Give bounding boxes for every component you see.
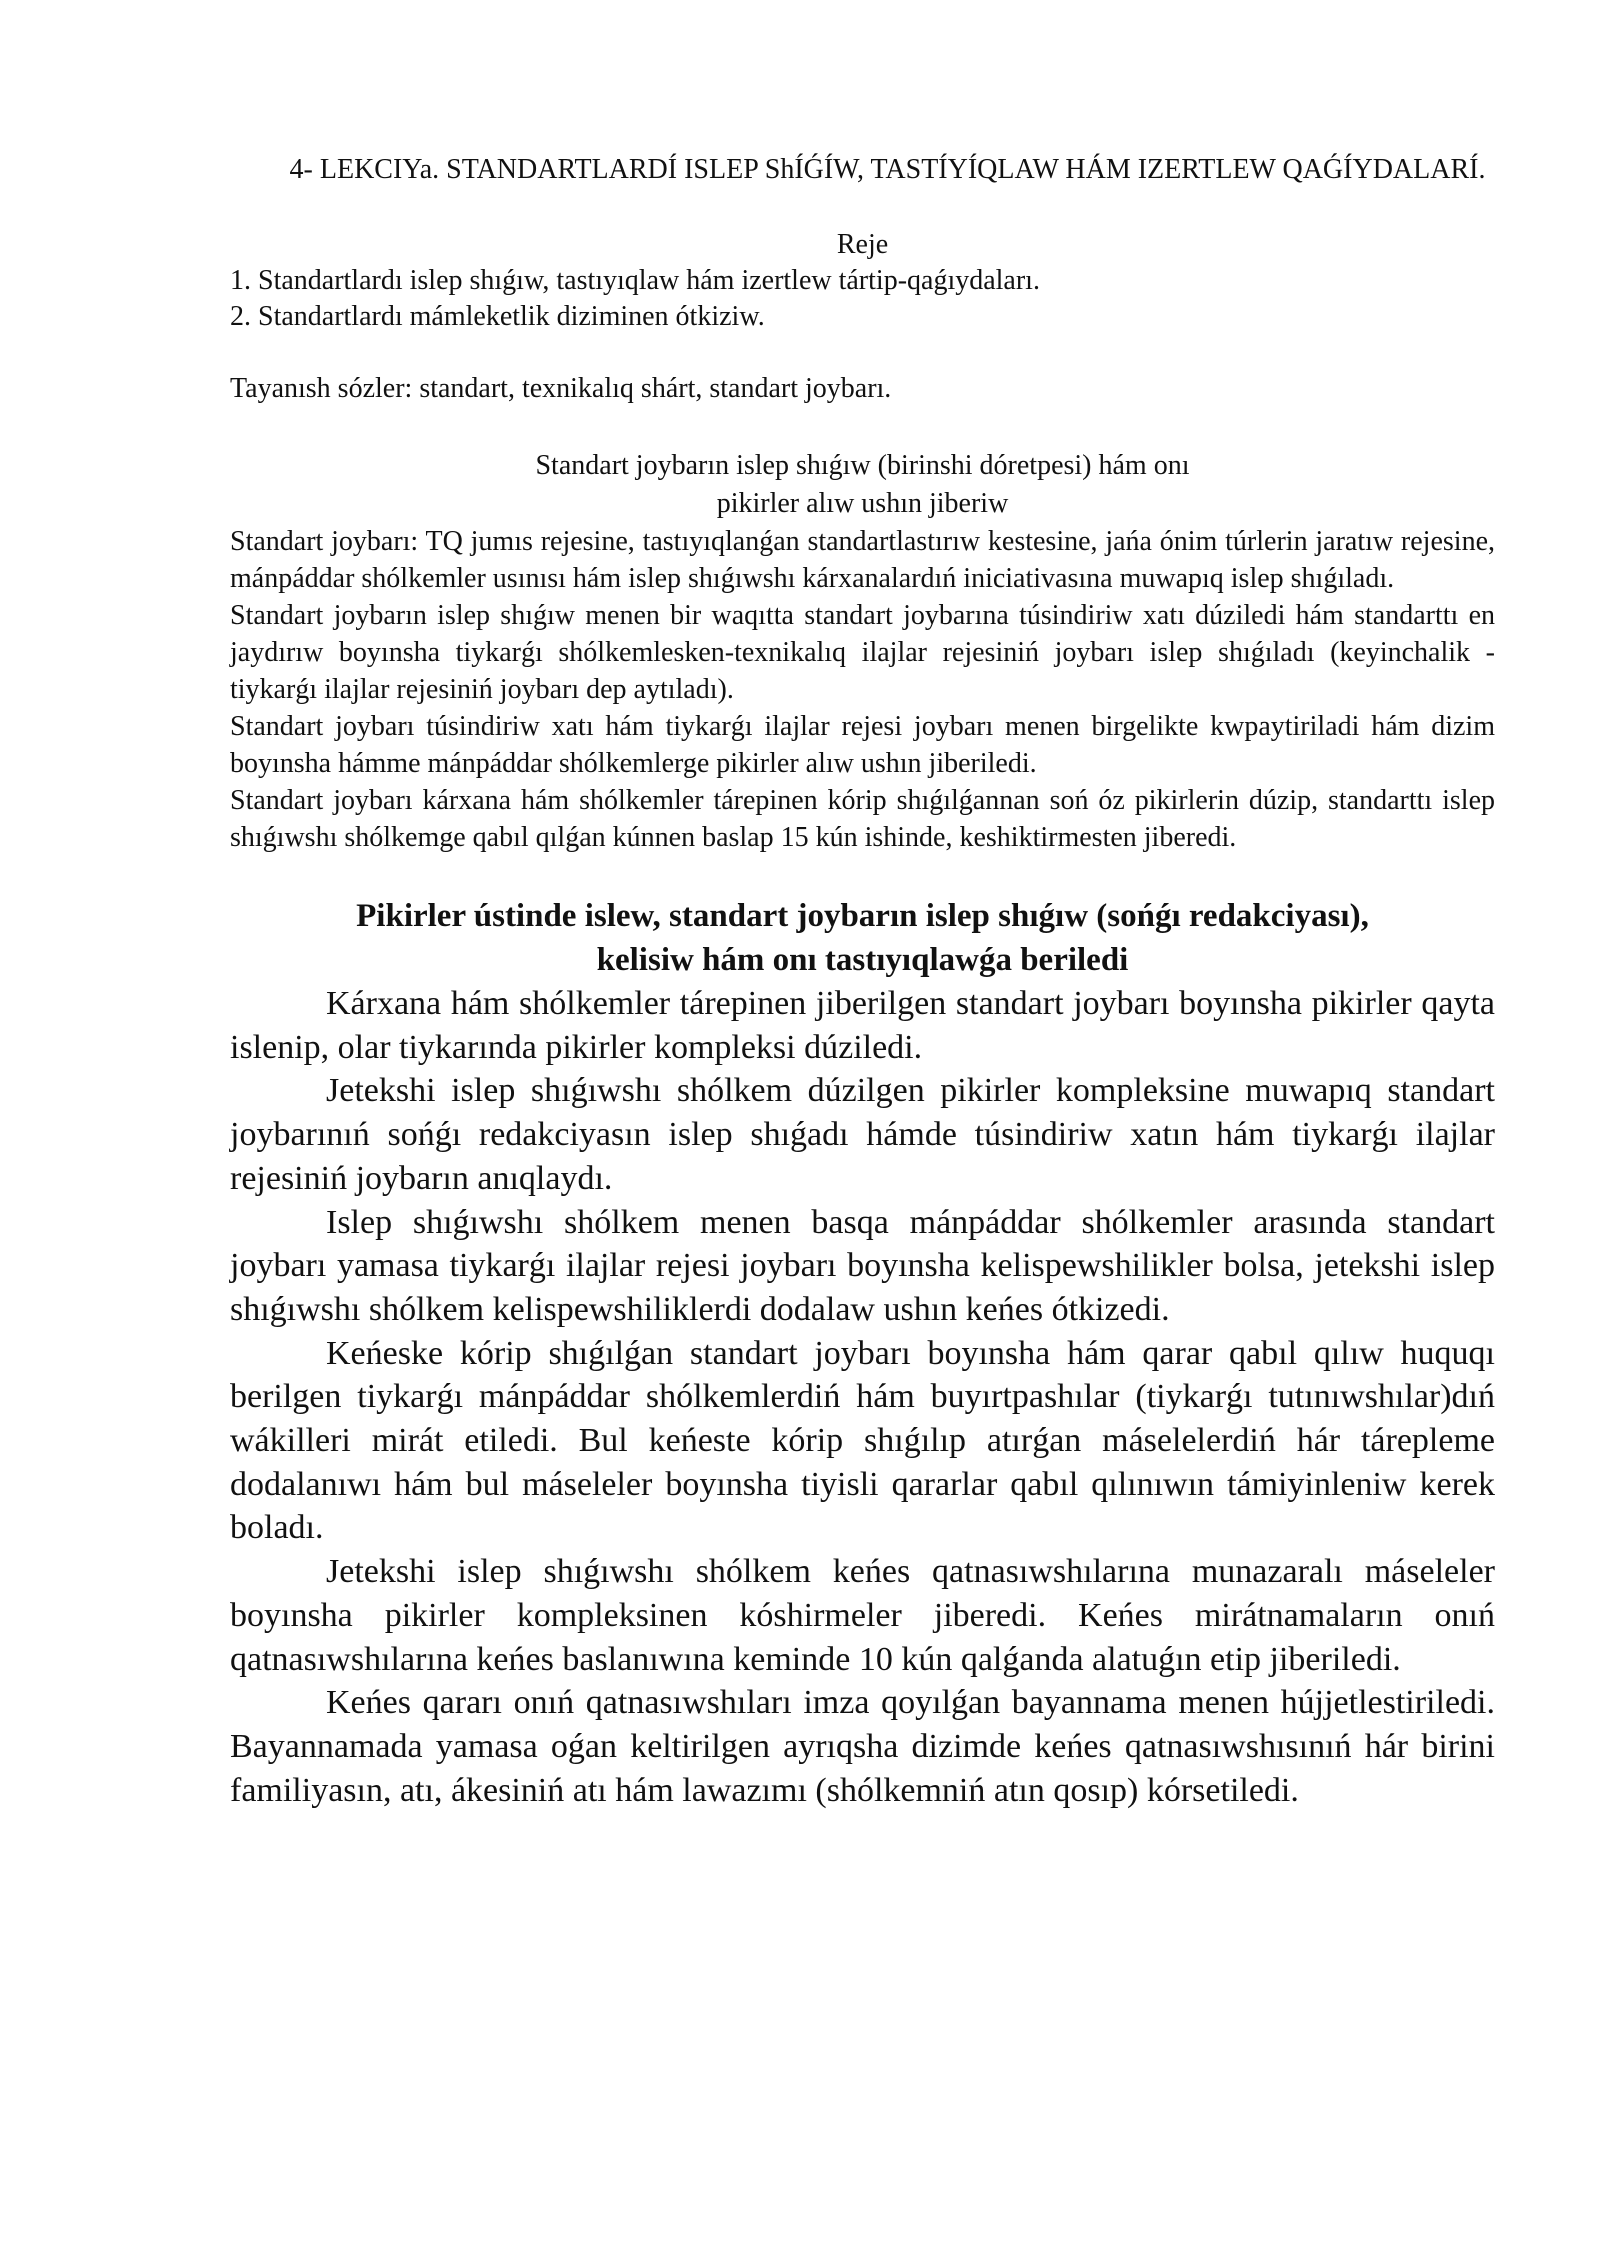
section2-title-line1: Pikirler ústinde islew, standart joybarın islep shıǵıw (sońǵı redakciyası), (356, 898, 1369, 934)
section2-title (230, 894, 1495, 982)
section1-title (230, 447, 1495, 523)
paragraph: Keńeske kórip shıǵılǵan standart joybarı boyınsha hám qarar qabıl qılıw huquqı berilgen tiykarǵı mánpáddar shólkemlerdiń hám buyırtpashılar (tiykarǵı tutınıwshılar)dıń wákilleri mirát etiledi. Bul keńeste kórip shıǵılıp atırǵan máselelerdiń hár tárepleme dodalanıwı hám bul máseleler boyınsha tiyisli qararlar qabıl qılınıwın támiyinleniw kerek boladı. (230, 1334, 1495, 1547)
document-page (230, 150, 1495, 1812)
plan-heading: Reje (836, 229, 889, 260)
section1-title-line1: Standart joybarın islep shıǵıw (birinshi dóretpesi) hám onı (535, 450, 1190, 481)
paragraph: Standart joybarı túsindiriw xatı hám tiykarǵı ilajlar rejesi joybarı menen birgelikte kwpaytiriladi hám dizim boyınsha hámme mánpáddar shólkemlerge pikirler alıw ushın jiberiledi. (230, 711, 1495, 779)
section1-title-line2: pikirler alıw ushın jiberiw (716, 488, 1009, 519)
section2-title-line2: kelisiw hám onı tastıyıqlawǵa beriledi (596, 942, 1129, 978)
paragraph: Islep shıǵıwshı shólkem menen basqa mánpáddar shólkemler arasında standart joybarı yamasa tiykarǵı ilajlar rejesi joybarı boyınsha kelispewshilikler bolsa, jetekshi islep shıǵıwshı shólkem kelispewshiliklerdi dodalaw ushın keńes ótkizedi. (230, 1203, 1495, 1328)
paragraph: Standart joybarı kárxana hám shólkemler tárepinen kórip shıǵılǵannan soń óz pikirlerin dúzip, standarttı islep shıǵıwshı shólkemge qabıl qılǵan kúnnen baslap 15 kún ishinde, keshiktirmesten jiberedi. (230, 785, 1495, 853)
plan-item: 2. Standartlardı mámleketlik diziminen ótkiziw. (230, 301, 765, 332)
lecture-title: 4- LEKCIYa. STANDARTLARDÍ ISLEP ShÍǴÍW, TASTÍYÍQLAW HÁM IZERTLEW QAǴÍYDALARÍ. (289, 154, 1486, 185)
plan-list (230, 263, 1495, 335)
paragraph: Standart joybarın islep shıǵıw menen bir waqıtta standart joybarına túsindiriw xatı dúziledi hám standarttı en jaydırıw boyınsha tiykarǵı shólkemlesken-texnikalıq ilajlar rejesiniń joybarı islep shıǵıladı (keyinchalik - tiykarǵı ilajlar rejesiniń joybarı dep aytıladı). (230, 600, 1495, 705)
section1-body (230, 523, 1495, 856)
section2-body (230, 982, 1495, 1812)
paragraph: Jetekshi islep shıǵıwshı shólkem keńes qatnasıwshılarına munazaralı máseleler boyınsha pikirler kompleksinen kóshirmeler jiberedi. Keńes mirátnamaların onıń qatnasıwshılarına keńes baslanıwına keminde 10 kún qalǵanda alatuǵın etip jiberiledi. (230, 1553, 1495, 1678)
paragraph: Kárxana hám shólkemler tárepinen jiberilgen standart joybarı boyınsha pikirler qayta islenip, olar tiykarında pikirler kompleksi dúziledi. (230, 985, 1495, 1066)
keywords-line: Tayanısh sózler: standart, texnikalıq shárt, standart joybarı. (230, 373, 892, 404)
paragraph: Standart joybarı: TQ jumıs rejesine, tastıyıqlanǵan standartlastırıw kestesine, jańa ónim túrlerin jaratıw rejesine, mánpáddar shólkemler usınısı hám islep shıǵıwshı kárxanalardıń iniciativasına muwapıq islep shıǵıladı. (230, 526, 1495, 594)
paragraph: Jetekshi islep shıǵıwshı shólkem dúzilgen pikirler kompleksine muwapıq standart joybarınıń sońǵı redakciyasın islep shıǵadı hámde túsindiriw xatın hám tiykarǵı ilajlar rejesiniń joybarın anıqlaydı. (230, 1072, 1495, 1197)
paragraph: Keńes qararı onıń qatnasıwshıları imza qoyılǵan bayannama menen hújjetlestiriledi. Bayannamada yamasa oǵan keltirilgen ayrıqsha dizimde keńes qatnasıwshısınıń hár birini familiyasın, atı, ákesiniń atı hám lawazımı (shólkemniń atın qosıp) kórsetiledi. (230, 1684, 1495, 1809)
plan-item: 1. Standartlardı islep shıǵıw, tastıyıqlaw hám izertlew tártip-qaǵıydaları. (230, 265, 1040, 296)
